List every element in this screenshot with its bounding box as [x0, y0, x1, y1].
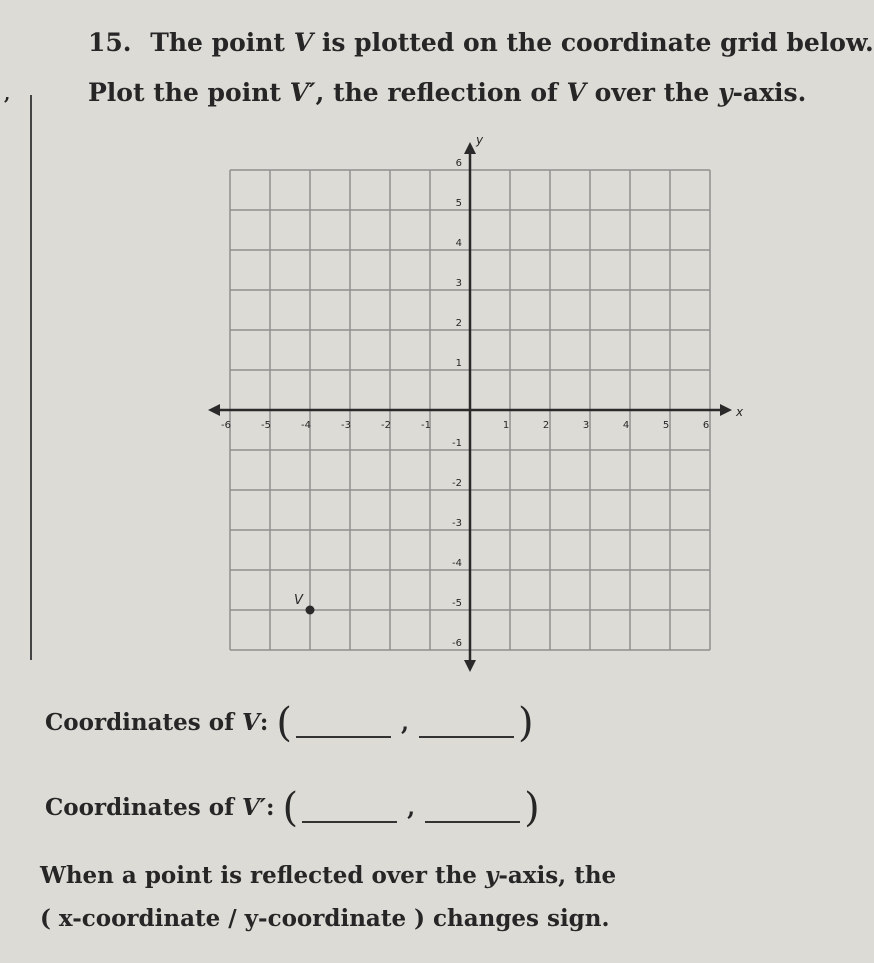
y-tick-label: -3: [452, 518, 462, 529]
x-axis-arrow-left: [208, 404, 220, 416]
x-tick-label: 3: [582, 420, 590, 431]
question-text-1a: The point: [150, 28, 285, 57]
conclusion-text-1a: When a point is reflected over the: [40, 862, 477, 889]
y-tick-label: 3: [455, 278, 462, 289]
x-tick-label: 4: [622, 420, 630, 431]
y-tick-label: 2: [455, 318, 462, 329]
v-close-paren: ): [518, 700, 534, 746]
conclusion-choice-text[interactable]: ( x-coordinate / y-coordinate ) changes sign.: [40, 905, 610, 932]
x-tick-label: -6: [221, 420, 231, 431]
vp-y-blank[interactable]: [425, 817, 520, 823]
v-coords-colon: :: [259, 709, 269, 736]
vp-coords-label: Coordinates of: [45, 794, 234, 821]
v-coordinates-row: [45, 700, 534, 746]
y-tick-label: -5: [452, 598, 462, 609]
y-tick-label: -1: [452, 438, 462, 449]
vp-comma: ,: [407, 794, 416, 821]
x-tick-label: -2: [381, 420, 391, 431]
vp-coords-name: V′: [242, 794, 266, 821]
x-tick-label: -1: [421, 420, 431, 431]
v-x-blank[interactable]: [296, 732, 391, 738]
y-tick-label: 1: [455, 358, 462, 369]
conclusion-text-1b: -axis, the: [498, 862, 617, 889]
y-tick-label: 4: [455, 238, 462, 249]
y-axis-label: y: [476, 133, 484, 147]
v-prime-coordinates-row: [45, 785, 540, 831]
question-line-1: [88, 28, 874, 57]
question-text-1b: is plotted on the coordinate grid below.: [321, 28, 874, 57]
x-tick-label: 2: [542, 420, 550, 431]
y-tick-label: -6: [452, 638, 462, 649]
x-axis-arrow-right: [720, 404, 732, 416]
conclusion-axis-var: y: [484, 862, 499, 889]
question-text-2d: -axis.: [732, 78, 807, 107]
y-axis-arrow-down: [464, 660, 476, 672]
vp-open-paren: (: [282, 785, 299, 831]
vp-x-blank[interactable]: [302, 817, 397, 823]
question-line-2: [88, 78, 806, 107]
coordinate-grid[interactable]: [200, 130, 744, 670]
point-v-dot: [306, 606, 315, 615]
y-tick-label: 5: [455, 198, 462, 209]
question-number: 15.: [88, 28, 132, 57]
x-tick-label: 6: [702, 420, 710, 431]
point-name-v: V: [293, 28, 314, 57]
point-name-v-2: V: [566, 78, 586, 107]
v-y-blank[interactable]: [419, 732, 514, 738]
left-margin-comma: ,: [4, 84, 11, 105]
vp-coords-colon: :: [265, 794, 275, 821]
vp-close-paren: ): [524, 785, 540, 831]
v-coords-name: V: [242, 709, 260, 736]
y-tick-label: 6: [455, 158, 462, 169]
conclusion-line-2: [40, 905, 610, 932]
v-open-paren: (: [276, 700, 292, 746]
x-tick-label: -4: [301, 420, 311, 431]
point-v-label: V: [294, 593, 303, 608]
v-coords-label: Coordinates of: [45, 709, 234, 736]
conclusion-line-1: [40, 862, 616, 889]
x-axis-label: x: [736, 405, 744, 419]
question-text-2b: , the reflection of: [315, 78, 558, 107]
point-name-v-prime: V′: [289, 78, 316, 107]
left-margin-mark: [30, 95, 32, 660]
x-tick-label: -5: [261, 420, 271, 431]
y-axis-arrow-up: [464, 142, 476, 154]
coordinate-grid-svg[interactable]: [200, 130, 744, 670]
y-tick-label: -4: [452, 558, 462, 569]
question-text-2c: over the: [594, 78, 710, 107]
y-tick-label: -2: [452, 478, 462, 489]
x-tick-label: -3: [341, 420, 351, 431]
question-text-2a: Plot the point: [88, 78, 281, 107]
x-tick-label: 5: [662, 420, 670, 431]
v-comma: ,: [401, 709, 410, 736]
axis-var-y: y: [718, 78, 733, 107]
x-tick-label: 1: [502, 420, 510, 431]
